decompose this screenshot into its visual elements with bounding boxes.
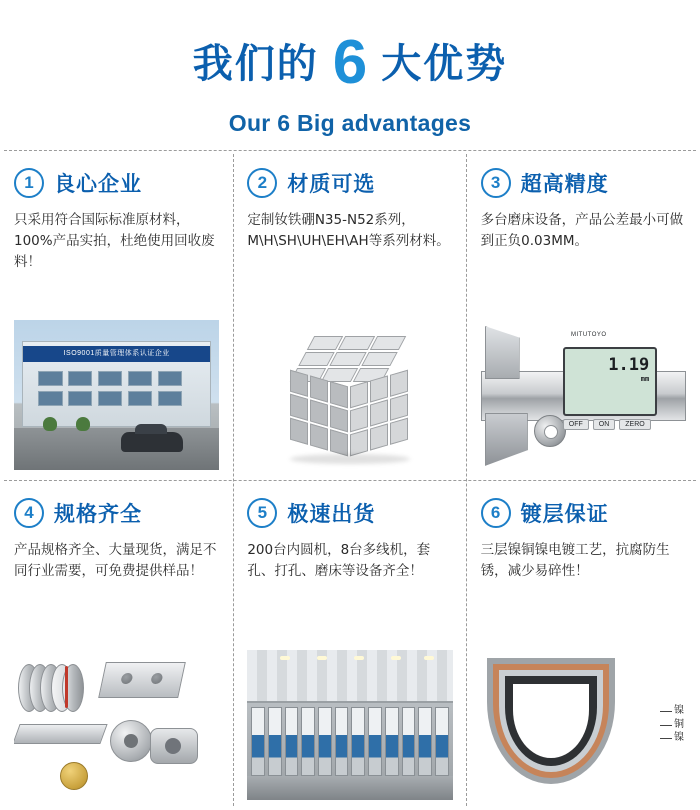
advantage-2-text: 定制钕铁硼N35-N52系列，M\H\SH\UH\EH\AH等系列材料。 [247,212,450,249]
title-text-left: 我们的 [192,42,319,86]
coating-layer-legend [660,704,684,745]
factory-building-photo [14,320,219,470]
caliper-reading-unit: mm [640,375,650,383]
legend-label-nickel-outer: 镍 [660,704,684,718]
magnet-cube-shape [284,336,416,454]
advantage-2-number-badge: 2 [247,168,277,198]
advantage-4-image [14,650,219,800]
bar-magnet [14,724,108,744]
advantage-5-title: 极速出货 [287,503,376,526]
page-subtitle: Our 6 Big advantages [228,110,472,136]
advantage-2-image [247,320,452,470]
advantage-6-header [481,496,686,530]
ring-magnet-round [110,720,152,762]
digital-caliper-photo [481,320,686,470]
cube-shadow [290,454,410,464]
advantage-3-header [481,166,686,200]
legend-label-nickel-inner: 镍 [660,731,684,745]
advantage-1-image [14,320,219,470]
advantage-4-header [14,496,219,530]
ring-magnet-cylinder [150,728,198,764]
parked-car [121,432,183,452]
reference-coin [60,762,88,790]
factory-ground [14,428,219,470]
advantage-card-6 [467,480,700,810]
advantage-1-text: 只采用符合国际标准原材料，100%产品实拍，杜绝使用回收废料！ [14,212,215,270]
poster-header [0,0,700,137]
advantage-card-2 [233,150,466,480]
block-magnet-with-holes [98,662,186,698]
advantage-5-number-badge: 5 [247,498,277,528]
advantage-1-title: 良心企业 [54,173,142,196]
caliper-reading-value: 1.19 [608,355,650,375]
advantage-1-number-badge: 1 [14,168,44,198]
advantage-3-number-badge: 3 [481,168,511,198]
advantage-6-text: 三层镍铜镍电镀工艺，抗腐防生锈，减少易碎性！ [480,542,670,579]
advantage-5-text: 200台内圆机，8台多线机，套孔、打孔、磨床等设备齐全！ [247,542,431,579]
workshop-floor [247,776,452,800]
advantage-card-3 [467,150,700,480]
caliper-upper-jaw [485,326,520,379]
advantage-5-image [247,650,452,800]
caliper-lower-jaw [485,413,528,466]
advantage-card-4 [0,480,233,810]
caliper-button-on[interactable]: ON [593,419,616,430]
advantage-card-1 [0,150,233,480]
caliper-button-off[interactable]: OFF [563,419,589,430]
advantage-2-header [247,166,452,200]
advantage-6-title: 镀层保证 [520,503,609,526]
advantage-4-text: 产品规格齐全、大量现货，满足不同行业需要，可免费提供样品！ [14,542,217,579]
advantage-card-5 [233,480,466,810]
advantages-grid [0,150,700,810]
factory-banner-text: ISO9001质量管理体系认证企业 [23,346,210,362]
advantage-3-text: 多台磨床设备，产品公差最小可做到正负0.03MM。 [480,212,684,249]
page-title [0,26,700,97]
disc-red-marker [65,666,68,708]
caliper-display [563,347,657,416]
advantage-3-title: 超高精度 [520,173,609,196]
factory-building-facade [22,341,211,427]
advantage-3-image [481,320,686,470]
coating-layers-diagram [481,650,686,800]
advantage-4-title: 规格齐全 [54,503,142,526]
magnet-cube-photo [247,320,452,470]
coating-cutaway-shape [487,658,615,784]
caliper-button-zero[interactable]: ZERO [619,419,650,430]
workshop-machine-row [247,707,452,776]
advantage-6-number-badge: 6 [481,498,511,528]
title-number: 6 [332,28,368,97]
legend-label-copper: 铜 [660,718,684,732]
advantage-6-image [481,650,686,800]
advantage-4-number-badge: 4 [14,498,44,528]
assorted-magnets-photo [14,650,219,800]
disc-magnet-stack [18,664,88,712]
measured-ring-magnet [534,415,566,447]
caliper-brand-label: MITUTOYO [571,332,607,338]
title-text-right: 大优势 [381,42,508,86]
workshop-ceiling [247,650,452,703]
workshop-machines-photo [247,650,452,800]
advantage-2-title: 材质可选 [287,173,376,196]
advantage-5-header [247,496,452,530]
advantage-1-header [14,166,219,200]
caliper-buttons[interactable] [563,419,657,430]
